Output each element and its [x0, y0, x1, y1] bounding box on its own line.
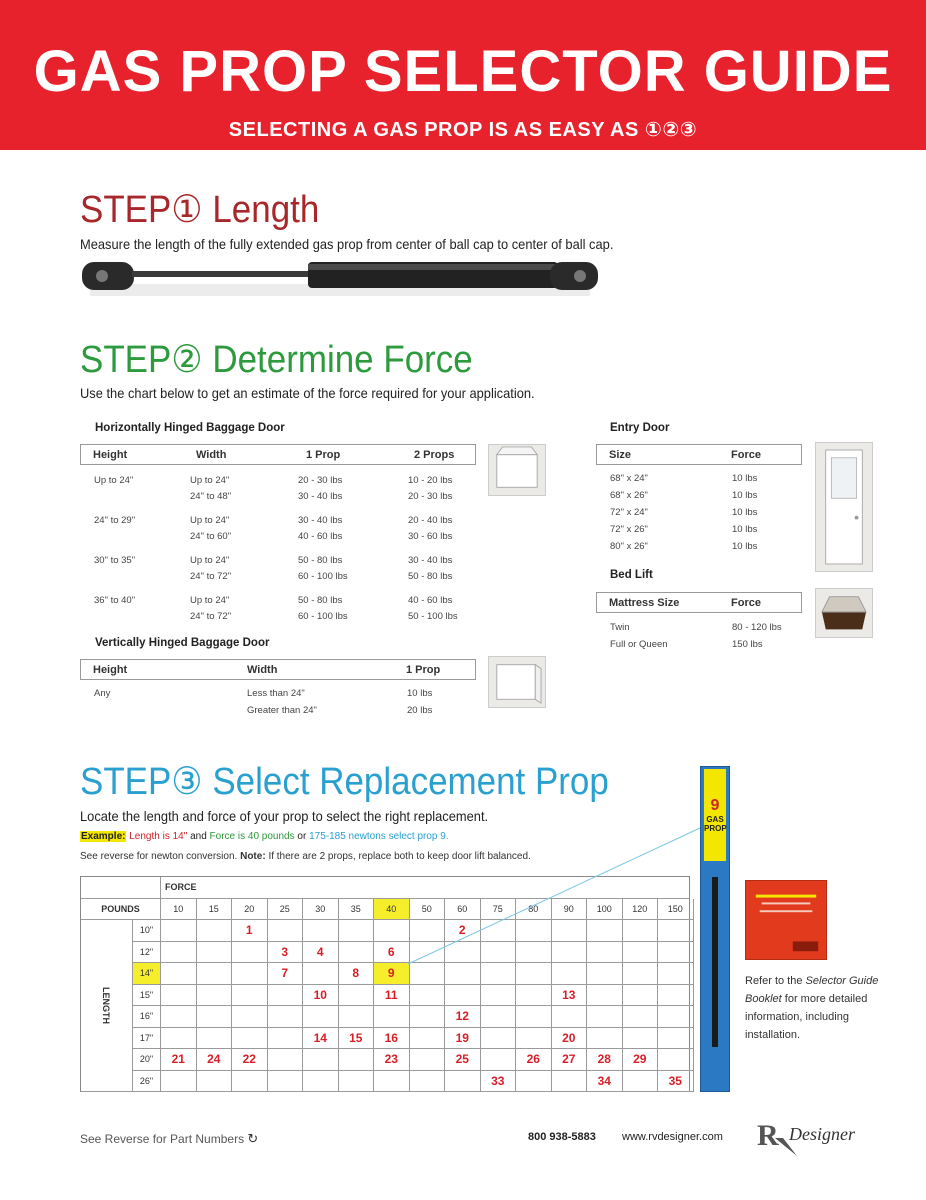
grid-force-40: 40 — [374, 899, 410, 921]
grid-empty-cell — [374, 1071, 410, 1093]
prop-number-20: 20 — [552, 1028, 588, 1050]
banner — [0, 0, 926, 150]
grid-empty-cell — [339, 985, 375, 1007]
grid-empty-cell — [623, 1006, 659, 1028]
step3-title: STEP③ Select Replacement Prop — [80, 761, 609, 803]
entry-force: 10 lbs — [732, 524, 758, 535]
prop-number-15: 15 — [339, 1028, 375, 1050]
grid-force-100: 100 — [587, 899, 623, 921]
grid-empty-cell — [516, 985, 552, 1007]
footer-reverse — [80, 1131, 258, 1147]
grid-length-2: 14" — [133, 963, 161, 985]
prop-number-21: 21 — [161, 1049, 197, 1071]
header-mattress-size: Mattress Size — [609, 597, 680, 609]
bed-lift-image — [815, 588, 873, 638]
vertical-width-2: Greater than 24" — [247, 705, 317, 716]
example-force: Force is 40 pounds — [209, 831, 295, 842]
grid-empty-cell — [268, 1049, 304, 1071]
step1-title: STEP① Length — [80, 189, 320, 231]
prop-number-24: 24 — [197, 1049, 233, 1071]
note-text: If there are 2 props, replace both to keep door lift balanced. — [268, 851, 531, 862]
horizontal-2-props-b: 20 - 30 lbs — [408, 491, 453, 502]
bed-force-twin: 80 - 120 lbs — [732, 622, 782, 633]
vertical-force-1: 10 lbs — [407, 688, 433, 699]
grid-empty-cell — [268, 920, 304, 942]
grid-length-4: 16" — [133, 1006, 161, 1028]
prop-number-34: 34 — [587, 1071, 623, 1093]
grid-empty-cell — [552, 1006, 588, 1028]
grid-empty-cell — [303, 1071, 339, 1093]
horizontal-width-1: Up to 24" — [190, 475, 230, 486]
grid-empty-cell — [303, 1049, 339, 1071]
grid-empty-cell — [481, 1049, 517, 1071]
horizontal-height: Up to 24" — [94, 475, 134, 486]
grid-force-150: 150 — [658, 899, 694, 921]
grid-empty-cell — [197, 1028, 233, 1050]
grid-force-35: 35 — [339, 899, 375, 921]
gas-prop-image — [80, 256, 600, 300]
grid-length-label: LENGTH — [81, 920, 133, 1092]
horizontal-1-prop-b: 30 - 40 lbs — [298, 491, 343, 502]
header-1-prop: 1 Prop — [406, 664, 441, 676]
grid-force-25: 25 — [268, 899, 304, 921]
prop-number-12: 12 — [445, 1006, 481, 1028]
example-or: or — [297, 831, 307, 842]
grid-empty-cell — [481, 985, 517, 1007]
grid-corner — [81, 877, 161, 899]
gas-prop-tube-image — [700, 766, 730, 1092]
horizontal-height: 24" to 29" — [94, 515, 136, 526]
selector-guide-booklet-image — [745, 880, 827, 960]
prop-number-28: 28 — [587, 1049, 623, 1071]
header-1-prop: 1 Prop — [306, 449, 341, 461]
bed-lift-heading: Bed Lift — [610, 569, 653, 581]
vertical-door-header — [80, 659, 476, 680]
entry-force: 10 lbs — [732, 507, 758, 518]
connector-line — [400, 820, 710, 970]
grid-empty-cell — [410, 1049, 446, 1071]
entry-size: 68" x 26" — [610, 490, 648, 501]
horizontal-width-2: 24" to 72" — [190, 611, 232, 622]
grid-empty-cell — [516, 1028, 552, 1050]
horizontal-2-props-a: 30 - 40 lbs — [408, 555, 453, 566]
prop-number-22: 22 — [232, 1049, 268, 1071]
step2-description: Use the chart below to get an estimate of the force required for your application. — [80, 385, 535, 401]
prop-number-10: 10 — [303, 985, 339, 1007]
prop-number-1: 1 — [232, 920, 268, 942]
grid-length-0: 10" — [133, 920, 161, 942]
grid-force-60: 60 — [445, 899, 481, 921]
header-size: Size — [609, 449, 632, 461]
horizontal-height: 30" to 35" — [94, 555, 136, 566]
grid-force-50: 50 — [410, 899, 446, 921]
grid-empty-cell — [658, 985, 694, 1007]
horizontal-width-2: 24" to 60" — [190, 531, 232, 542]
horizontal-door-heading: Horizontally Hinged Baggage Door — [95, 422, 285, 434]
prop-number-9: 9 — [374, 963, 410, 985]
example-newtons: 175-185 newtons select prop 9. — [309, 831, 449, 842]
grid-empty-cell — [232, 1071, 268, 1093]
grid-empty-cell — [339, 920, 375, 942]
prop-number-8: 8 — [339, 963, 375, 985]
grid-empty-cell — [161, 1028, 197, 1050]
note-bold: Note: — [240, 851, 266, 862]
svg-text:R: R — [757, 1119, 779, 1152]
header-force: Force — [731, 449, 761, 461]
grid-empty-cell — [268, 1006, 304, 1028]
horizontal-height: 36" to 40" — [94, 595, 136, 606]
booklet-text-after: for more detailed information, including installation. — [745, 993, 868, 1041]
entry-force: 10 lbs — [732, 473, 758, 484]
vertical-width-1: Less than 24" — [247, 688, 305, 699]
entry-force: 10 lbs — [732, 490, 758, 501]
grid-empty-cell — [161, 1071, 197, 1093]
grid-empty-cell — [516, 1006, 552, 1028]
prop-number-35: 35 — [658, 1071, 694, 1093]
grid-length-6: 20" — [133, 1049, 161, 1071]
grid-empty-cell — [161, 942, 197, 964]
step1-description: Measure the length of the fully extended gas prop from center of ball cap to center of ball cap. — [80, 236, 614, 252]
rv-designer-logo — [757, 1118, 882, 1158]
grid-empty-cell — [161, 920, 197, 942]
grid-empty-cell — [161, 985, 197, 1007]
vertical-door-heading: Vertically Hinged Baggage Door — [95, 637, 270, 649]
entry-force: 10 lbs — [732, 541, 758, 552]
grid-force-20: 20 — [232, 899, 268, 921]
tube-rod — [712, 877, 718, 1047]
prop-number-25: 25 — [445, 1049, 481, 1071]
horizontal-1-prop-b: 40 - 60 lbs — [298, 531, 343, 542]
entry-door-heading: Entry Door — [610, 422, 670, 434]
page-title: GAS PROP SELECTOR GUIDE — [33, 39, 893, 104]
grid-empty-cell — [232, 963, 268, 985]
grid-empty-cell — [623, 1071, 659, 1093]
bed-force-full: 150 lbs — [732, 639, 763, 650]
horizontal-2-props-a: 20 - 40 lbs — [408, 515, 453, 526]
grid-empty-cell — [268, 985, 304, 1007]
refresh-icon: ↻ — [247, 1131, 259, 1146]
header-width: Width — [196, 449, 227, 461]
horizontal-1-prop-a: 30 - 40 lbs — [298, 515, 343, 526]
step3-description: Locate the length and force of your prop to select the right replacement. — [80, 808, 489, 824]
bed-size-twin: Twin — [610, 622, 630, 633]
header-height: Height — [93, 664, 128, 676]
baggage-door-vertical-image — [488, 656, 546, 708]
grid-force-10: 10 — [161, 899, 197, 921]
bed-lift-header — [596, 592, 802, 613]
grid-length-1: 12" — [133, 942, 161, 964]
footer-website[interactable]: www.rvdesigner.com — [622, 1131, 723, 1143]
example-length: Length is 14" — [129, 831, 188, 842]
grid-empty-cell — [197, 985, 233, 1007]
grid-empty-cell — [410, 1028, 446, 1050]
grid-empty-cell — [587, 1006, 623, 1028]
grid-force-80: 80 — [516, 899, 552, 921]
grid-empty-cell — [410, 985, 446, 1007]
logo-text: Designer — [789, 1124, 855, 1144]
grid-empty-cell — [303, 1006, 339, 1028]
grid-empty-cell — [658, 1028, 694, 1050]
grid-empty-cell — [339, 942, 375, 964]
booklet-text-italic: Selector Guide Booklet — [745, 975, 879, 1005]
grid-length-3: 15" — [133, 985, 161, 1007]
grid-empty-cell — [197, 1071, 233, 1093]
grid-force-30: 30 — [303, 899, 339, 921]
prop-number-11: 11 — [374, 985, 410, 1007]
prop-number-26: 26 — [516, 1049, 552, 1071]
note-prefix: See reverse for newton conversion. — [80, 851, 238, 862]
prop-number-3: 3 — [268, 942, 304, 964]
grid-force-75: 75 — [481, 899, 517, 921]
step2-title: STEP② Determine Force — [80, 339, 473, 381]
grid-empty-cell — [445, 1071, 481, 1093]
grid-empty-cell — [374, 1006, 410, 1028]
grid-empty-cell — [232, 1006, 268, 1028]
grid-empty-cell — [339, 1071, 375, 1093]
grid-force-15: 15 — [197, 899, 233, 921]
grid-empty-cell — [161, 1006, 197, 1028]
tube-prop-number: 9 — [710, 797, 720, 814]
prop-number-23: 23 — [374, 1049, 410, 1071]
grid-empty-cell — [623, 1028, 659, 1050]
grid-empty-cell — [481, 1006, 517, 1028]
prop-number-33: 33 — [481, 1071, 517, 1093]
prop-number-7: 7 — [268, 963, 304, 985]
entry-size: 72" x 26" — [610, 524, 648, 535]
prop-number-13: 13 — [552, 985, 588, 1007]
horizontal-2-props-b: 50 - 80 lbs — [408, 571, 453, 582]
grid-empty-cell — [197, 963, 233, 985]
grid-empty-cell — [623, 985, 659, 1007]
footer-reverse-text: See Reverse for Part Numbers — [80, 1132, 245, 1146]
header-2-props: 2 Props — [414, 449, 455, 461]
grid-empty-cell — [587, 1028, 623, 1050]
entry-size: 68" x 24" — [610, 473, 648, 484]
grid-empty-cell — [232, 1028, 268, 1050]
grid-force-label: FORCE — [161, 877, 689, 899]
grid-pounds-label: POUNDS — [81, 899, 161, 921]
vertical-force-2: 20 lbs — [407, 705, 433, 716]
prop-number-6: 6 — [374, 942, 410, 964]
horizontal-2-props-b: 30 - 60 lbs — [408, 531, 453, 542]
entry-door-header — [596, 444, 802, 465]
grid-empty-cell — [197, 920, 233, 942]
horizontal-width-2: 24" to 48" — [190, 491, 232, 502]
grid-empty-cell — [161, 963, 197, 985]
page-subtitle: SELECTING A GAS PROP IS AS EASY AS ①②③ — [228, 119, 698, 141]
entry-size: 72" x 24" — [610, 507, 648, 518]
grid-empty-cell — [232, 985, 268, 1007]
baggage-door-horizontal-image — [488, 444, 546, 496]
grid-empty-cell — [658, 1049, 694, 1071]
prop-number-19: 19 — [445, 1028, 481, 1050]
grid-empty-cell — [587, 985, 623, 1007]
horizontal-2-props-a: 10 - 20 lbs — [408, 475, 453, 486]
bed-size-full: Full or Queen — [610, 639, 668, 650]
grid-empty-cell — [410, 1071, 446, 1093]
horizontal-1-prop-a: 20 - 30 lbs — [298, 475, 343, 486]
grid-empty-cell — [303, 920, 339, 942]
entry-door-image — [815, 442, 873, 572]
horizontal-width-1: Up to 24" — [190, 515, 230, 526]
vertical-height: Any — [94, 688, 111, 699]
grid-empty-cell — [303, 963, 339, 985]
grid-empty-cell — [268, 1028, 304, 1050]
grid-empty-cell — [410, 1006, 446, 1028]
booklet-text-before: Refer to the — [745, 975, 803, 987]
booklet-reference-text — [745, 972, 885, 1044]
grid-empty-cell — [516, 1071, 552, 1093]
grid-empty-cell — [445, 985, 481, 1007]
grid-empty-cell — [268, 1071, 304, 1093]
horizontal-door-header — [80, 444, 476, 465]
header-force: Force — [731, 597, 761, 609]
grid-length-7: 26" — [133, 1071, 161, 1093]
prop-number-4: 4 — [303, 942, 339, 964]
example-label: Example: — [81, 831, 126, 842]
grid-empty-cell — [197, 942, 233, 964]
footer-phone: 800 938-5883 — [528, 1131, 596, 1143]
example-and: and — [190, 831, 207, 842]
prop-number-16: 16 — [374, 1028, 410, 1050]
horizontal-1-prop-b: 60 - 100 lbs — [298, 571, 348, 582]
grid-force-120: 120 — [623, 899, 659, 921]
tube-label — [704, 769, 726, 861]
prop-number-29: 29 — [623, 1049, 659, 1071]
horizontal-width-2: 24" to 72" — [190, 571, 232, 582]
prop-number-27: 27 — [552, 1049, 588, 1071]
prop-number-2: 2 — [445, 920, 481, 942]
grid-empty-cell — [232, 942, 268, 964]
horizontal-1-prop-a: 50 - 80 lbs — [298, 595, 343, 606]
grid-length-5: 17" — [133, 1028, 161, 1050]
example-line — [80, 831, 449, 842]
grid-empty-cell — [658, 1006, 694, 1028]
entry-size: 80" x 26" — [610, 541, 648, 552]
grid-empty-cell — [339, 1006, 375, 1028]
horizontal-2-props-b: 50 - 100 lbs — [408, 611, 458, 622]
horizontal-1-prop-b: 60 - 100 lbs — [298, 611, 348, 622]
grid-empty-cell — [481, 1028, 517, 1050]
header-width: Width — [247, 664, 278, 676]
header-height: Height — [93, 449, 128, 461]
tube-prop-label: GAS PROP — [704, 815, 727, 833]
horizontal-width-1: Up to 24" — [190, 555, 230, 566]
grid-empty-cell — [197, 1006, 233, 1028]
grid-force-90: 90 — [552, 899, 588, 921]
grid-empty-cell — [339, 1049, 375, 1071]
horizontal-1-prop-a: 50 - 80 lbs — [298, 555, 343, 566]
prop-number-14: 14 — [303, 1028, 339, 1050]
grid-empty-cell — [552, 1071, 588, 1093]
horizontal-2-props-a: 40 - 60 lbs — [408, 595, 453, 606]
horizontal-width-1: Up to 24" — [190, 595, 230, 606]
